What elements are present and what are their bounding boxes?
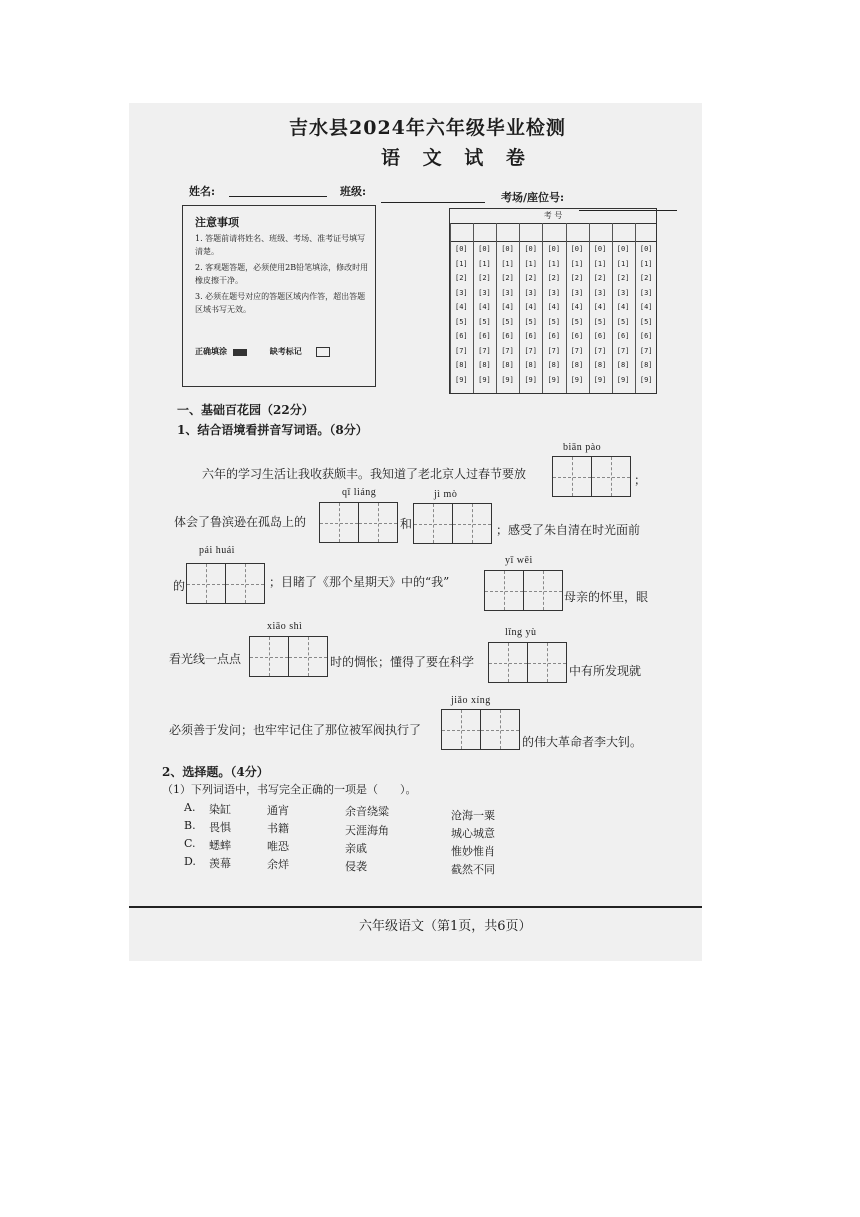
exam-digit-bubble[interactable]: [4] [547,303,561,311]
class-label: 班级: [340,185,367,198]
exam-digit-bubble[interactable]: [5] [593,317,607,326]
option-c-word-2: 唯恐 [267,840,289,853]
exam-digit-bubble[interactable]: [1] [547,259,561,268]
exam-number-column [566,223,590,393]
exam-digit-bubble[interactable]: [0] [524,245,537,253]
option-c-word-3: 亲戚 [345,842,367,855]
option-b-word-3: 天涯海角 [345,824,389,837]
option-b-letter[interactable]: B. [184,819,196,832]
exam-digit-bubble[interactable]: [5] [478,317,491,326]
option-a-word-3: 余音绕粱 [345,805,389,818]
exam-digit-bubble[interactable]: [5] [639,317,653,326]
answer-box-paihuai[interactable] [186,563,265,604]
exam-digit-bubble[interactable]: [4] [455,303,468,311]
q1-line3-text-c: 母亲的怀里，眼 [564,590,649,604]
exam-digit-bubble[interactable]: [4] [639,303,653,311]
answer-box-lingyu[interactable] [488,642,567,683]
exam-digit-bubble[interactable]: [0] [478,245,491,253]
exam-digit-bubble[interactable]: [3] [593,288,607,297]
exam-digit-bubble[interactable]: [7] [639,346,653,355]
option-d-word-3: 侵袭 [345,860,367,873]
exam-digit-bubble[interactable]: [3] [570,288,584,297]
q1-line4-text-a: 看光线一点点 [169,652,242,666]
exam-digit-bubble[interactable]: [8] [616,361,630,369]
exam-digit-bubble[interactable]: [3] [478,288,491,297]
exam-digit-bubble[interactable]: [0] [501,245,514,253]
exam-digit-bubble[interactable]: [1] [455,259,468,268]
name-field[interactable] [229,196,327,197]
notice-box [182,205,376,387]
option-d-word-1: 羡幕 [209,857,231,870]
exam-digit-bubble[interactable]: [1] [616,259,630,268]
page-footer: 六年级语文（第1页，共6页） [359,919,532,934]
option-b-word-1: 畏惧 [209,821,231,834]
exam-digit-bubble[interactable]: [6] [547,332,561,340]
exam-digit-bubble[interactable]: [4] [478,303,491,311]
exam-digit-bubble[interactable]: [2] [501,274,514,282]
q2-question-1: （1）下列词语中，书写完全正确的一项是（ ）。 [162,783,417,796]
answer-box-yiwei[interactable] [484,570,563,611]
exam-title: 吉水县2024年六年级毕业检测 [289,117,566,139]
exam-number-column [473,223,497,393]
exam-digit-bubble[interactable]: [6] [524,332,537,340]
exam-digit-bubble[interactable]: [2] [455,274,468,282]
exam-digit-bubble[interactable]: [4] [616,303,630,311]
exam-digit-bubble[interactable]: [8] [570,361,584,369]
notice-heading: 注意事项 [195,216,239,229]
class-field[interactable] [381,202,485,203]
answer-box-bianpao[interactable] [552,456,631,497]
exam-digit-bubble[interactable]: [8] [455,361,468,369]
exam-subtitle: 语 文 试 卷 [381,147,533,169]
exam-digit-bubble[interactable]: [9] [593,375,607,384]
exam-digit-bubble[interactable]: [0] [616,245,630,253]
section1-title: 一、基础百花园（22分） [177,403,314,417]
option-b-word-4: 城心城意 [451,827,495,840]
exam-digit-bubble[interactable]: [1] [639,259,653,268]
exam-digit-bubble[interactable]: [2] [570,274,584,282]
option-a-word-4: 沧海一粟 [451,809,495,822]
q1-line5-text-a: 必须善于发问；也牢牢记住了那位被军阀执行了 [169,723,422,737]
exam-number-column [519,223,543,393]
exam-number-column [612,223,636,393]
q1-line4-text-c: 中有所发现就 [569,664,642,678]
option-c-letter[interactable]: C. [184,837,196,850]
q1-line1-end: ； [634,473,647,487]
fill-legend [195,346,330,357]
exam-digit-bubble[interactable]: [9] [478,375,491,384]
exam-digit-bubble[interactable]: [8] [639,361,653,369]
exam-digit-bubble[interactable]: [5] [501,317,514,326]
exam-digit-bubble[interactable]: [0] [593,245,607,253]
exam-digit-bubble[interactable]: [6] [501,332,514,340]
option-a-word-1: 染缸 [209,803,231,816]
exam-digit-bubble[interactable]: [9] [524,375,537,384]
exam-digit-bubble[interactable]: [1] [524,259,537,268]
notice-item-2: 2. 客观题答题，必须使用2B铅笔填涂，修改时用橡皮擦干净。 [195,263,369,285]
exam-digit-bubble[interactable]: [0] [455,245,468,253]
exam-digit-bubble[interactable]: [9] [616,375,630,384]
exam-digit-bubble[interactable]: [8] [501,361,514,369]
exam-number-column [589,223,613,393]
exam-number-column [496,223,520,393]
exam-digit-bubble[interactable]: [1] [478,259,491,268]
exam-digit-bubble[interactable]: [8] [547,361,561,369]
exam-digit-bubble[interactable]: [4] [593,303,607,311]
exam-digit-bubble[interactable]: [9] [501,375,514,384]
exam-digit-bubble[interactable]: [5] [524,317,537,326]
exam-digit-bubble[interactable]: [7] [616,346,630,355]
exam-digit-bubble[interactable]: [9] [455,375,468,384]
exam-digit-bubble[interactable]: [5] [455,317,468,326]
exam-digit-bubble[interactable]: [2] [616,274,630,282]
exam-digit-bubble[interactable]: [6] [616,332,630,340]
exam-sheet [129,103,702,961]
exam-digit-bubble[interactable]: [2] [639,274,653,282]
exam-digit-bubble[interactable]: [1] [570,259,584,268]
exam-digit-bubble[interactable]: [2] [524,274,537,282]
q1-line2-text-b: 和 [400,517,413,531]
q1-line1-text: 六年的学习生活让我收获颇丰。我知道了老北京人过春节要放 [202,467,527,481]
exam-digit-bubble[interactable]: [7] [478,346,491,355]
exam-digit-bubble[interactable]: [9] [547,375,561,384]
pinyin-jiaoxing: jiǎo xíng [451,695,491,706]
exam-number-grid [449,208,657,394]
exam-digit-bubble[interactable]: [8] [593,361,607,369]
answer-box-jimo[interactable] [413,503,492,544]
q1-line3-text-b: ；目睹了《那个星期天》中的“我” [269,575,450,589]
answer-box-qiliang[interactable] [319,502,398,543]
pinyin-jimo: jì mò [434,489,458,500]
pinyin-yiwei: yī wēi [505,555,533,566]
exam-digit-bubble[interactable]: [6] [478,332,491,340]
exam-digit-bubble[interactable]: [5] [616,317,630,326]
exam-digit-bubble[interactable]: [2] [547,274,561,282]
option-d-letter[interactable]: D. [184,855,196,868]
exam-digit-bubble[interactable]: [2] [593,274,607,282]
q1-title: 1、结合语境看拼音写词语。（8分） [177,423,368,437]
option-d-word-2: 余烊 [267,858,289,871]
q2-title: 2、选择题。（4分） [162,765,269,779]
exam-number-heading: 考 号 [450,209,656,224]
absent-mark-label: 缺考标记 [269,346,302,356]
seat-label: 考场/座位号: [501,191,565,204]
exam-digit-bubble[interactable]: [1] [593,259,607,268]
exam-digit-bubble[interactable]: [6] [570,332,584,340]
exam-digit-bubble[interactable]: [5] [547,317,561,326]
pinyin-bianpao: biān pào [563,442,602,453]
q1-line3-text-a: 的 [173,579,186,593]
pinyin-lingyu: lǐng yù [505,627,537,638]
exam-digit-bubble[interactable]: [9] [570,375,584,384]
correct-fill-label: 正确填涂 [195,346,227,356]
exam-digit-bubble[interactable]: [5] [570,317,584,326]
exam-digit-bubble[interactable]: [3] [524,288,537,297]
exam-digit-bubble[interactable]: [9] [639,375,653,384]
exam-digit-bubble[interactable]: [3] [501,288,514,297]
exam-digit-bubble[interactable]: [6] [639,332,653,340]
exam-digit-bubble[interactable]: [7] [593,346,607,355]
exam-digit-bubble[interactable]: [7] [524,346,537,355]
exam-digit-bubble[interactable]: [8] [478,361,491,369]
option-a-letter[interactable]: A. [184,801,196,814]
q1-line2-text-a: 体会了鲁滨逊在孤岛上的 [174,515,307,529]
exam-number-column [635,223,659,393]
exam-digit-bubble[interactable]: [7] [570,346,584,355]
notice-item-1: 1. 答题前请将姓名、班级、考场、准考证号填写清楚。 [195,234,366,256]
exam-number-column [450,223,474,393]
absent-mark-box[interactable] [316,347,330,357]
exam-digit-bubble[interactable]: [7] [547,346,561,355]
exam-digit-bubble[interactable]: [6] [593,332,607,340]
option-c-word-1: 蟋蟀 [209,839,231,852]
exam-number-column [542,223,566,393]
exam-digit-bubble[interactable]: [3] [639,288,653,297]
option-b-word-2: 书籍 [267,822,289,835]
exam-digit-bubble[interactable]: [0] [547,245,561,253]
exam-digit-bubble[interactable]: [8] [524,361,537,369]
exam-digit-bubble[interactable]: [4] [524,303,537,311]
exam-digit-bubble[interactable]: [3] [616,288,630,297]
exam-digit-bubble[interactable]: [0] [639,245,653,253]
exam-digit-bubble[interactable]: [6] [455,332,468,340]
exam-digit-bubble[interactable]: [4] [501,303,514,311]
pinyin-xiaoshi: xiāo shì [267,621,303,632]
notice-item-3: 3. 必须在题号对应的答题区域内作答，超出答题区域书写无效。 [195,292,366,314]
footer-rule [129,906,702,908]
exam-digit-bubble[interactable]: [1] [501,259,514,268]
q1-line5-text-b: 的伟大革命者李大钊。 [522,735,643,749]
exam-digit-bubble[interactable]: [0] [570,245,584,253]
exam-digit-bubble[interactable]: [3] [455,288,468,297]
name-label: 姓名: [189,185,216,198]
answer-box-xiaoshi[interactable] [249,636,328,677]
exam-digit-bubble[interactable]: [3] [547,288,561,297]
option-a-word-2: 通宵 [267,804,289,817]
exam-digit-bubble[interactable]: [4] [570,303,584,311]
pinyin-paihuai: pái huái [199,545,235,556]
exam-digit-bubble[interactable]: [7] [501,346,514,355]
option-c-word-4: 惟妙惟肖 [451,845,495,858]
exam-digit-bubble[interactable]: [7] [455,346,468,355]
option-d-word-4: 截然不同 [451,863,495,876]
exam-digit-bubble[interactable]: [2] [478,274,491,282]
answer-box-jiaoxing[interactable] [441,709,520,750]
pinyin-qiliang: qī liáng [342,487,377,498]
q1-line2-text-c: ；感受了朱自清在时光面前 [496,523,641,537]
filled-mark-sample [233,349,247,356]
q1-line4-text-b: 时的惆怅；懂得了要在科学 [330,655,475,669]
